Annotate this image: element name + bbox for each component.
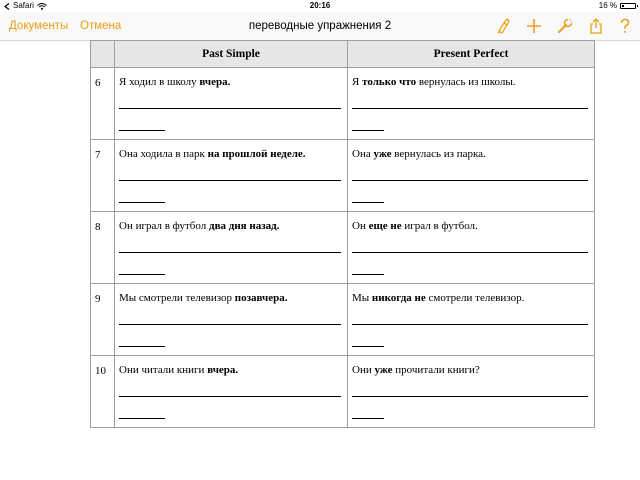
sentence-text: Он играл в футбол	[119, 220, 209, 232]
present-perfect-cell[interactable]	[348, 212, 595, 284]
answer-line-short[interactable]	[352, 130, 384, 131]
time-marker: вчера.	[207, 364, 239, 376]
answer-line-short[interactable]	[119, 202, 165, 203]
present-perfect-cell[interactable]	[348, 68, 595, 140]
past-simple-cell[interactable]	[115, 140, 348, 212]
sentence-text: Они читали книги	[119, 364, 208, 376]
time-marker: два дня назад.	[209, 220, 280, 232]
sentence	[119, 76, 230, 88]
sentence	[352, 292, 524, 304]
sentence	[352, 76, 516, 88]
header-number	[91, 41, 115, 68]
present-perfect-cell[interactable]	[348, 284, 595, 356]
documents-button[interactable]: Документы	[9, 20, 69, 32]
past-simple-cell[interactable]	[115, 284, 348, 356]
sentence-text: Он	[352, 220, 369, 232]
table-row	[91, 212, 595, 284]
share-icon[interactable]	[587, 17, 605, 35]
answer-line[interactable]	[352, 396, 588, 397]
sentence-text: Я ходил в школу	[119, 76, 200, 88]
time-marker: еще не	[368, 220, 402, 232]
answer-line-short[interactable]	[119, 130, 165, 131]
present-perfect-cell[interactable]	[348, 356, 595, 428]
sentence	[352, 364, 480, 376]
answer-line[interactable]	[352, 324, 588, 325]
table-row	[91, 284, 595, 356]
answer-line-short[interactable]	[119, 274, 165, 275]
navigation-bar	[0, 12, 640, 41]
time-marker: уже	[374, 364, 393, 376]
sentence-text-end: вернулась из парка.	[391, 148, 486, 160]
answer-line-short[interactable]	[119, 418, 165, 419]
answer-line-short[interactable]	[352, 202, 384, 203]
sentence	[119, 220, 279, 232]
answer-line-short[interactable]	[352, 346, 384, 347]
sentence-text-end: играл в футбол.	[401, 220, 478, 232]
sentence	[352, 148, 486, 160]
battery-icon	[620, 3, 636, 9]
row-number: 10	[91, 356, 115, 428]
answer-line[interactable]	[119, 108, 341, 109]
answer-line-short[interactable]	[352, 274, 384, 275]
sentence	[352, 220, 478, 232]
sentence-text: Я	[352, 76, 363, 88]
plus-icon[interactable]	[525, 17, 543, 35]
sentence-text-end: прочитали книги?	[392, 364, 480, 376]
answer-line[interactable]	[119, 324, 341, 325]
sentence-text: Она ходила в парк	[119, 148, 208, 160]
header-present-perfect: Present Perfect	[348, 41, 595, 68]
document-page[interactable]	[90, 40, 594, 428]
time-marker: уже	[373, 148, 392, 160]
answer-line-short[interactable]	[119, 346, 165, 347]
table-row	[91, 140, 595, 212]
sentence-text: Мы	[352, 292, 372, 304]
sentence-text: Они	[352, 364, 375, 376]
help-icon[interactable]	[616, 17, 634, 35]
time-marker: только что	[362, 76, 417, 88]
battery-fill	[622, 5, 624, 7]
sentence	[119, 292, 287, 304]
brush-icon[interactable]	[495, 17, 513, 35]
status-right	[599, 0, 636, 12]
answer-line[interactable]	[119, 180, 341, 181]
time-marker: на прошлой неделе.	[207, 148, 306, 160]
cancel-button[interactable]: Отмена	[80, 20, 122, 32]
present-perfect-cell[interactable]	[348, 140, 595, 212]
past-simple-cell[interactable]	[115, 212, 348, 284]
time-marker: никогда не	[371, 292, 426, 304]
row-number: 8	[91, 212, 115, 284]
past-simple-cell[interactable]	[115, 356, 348, 428]
battery-percent: 16 %	[598, 1, 617, 10]
sentence-text: Она	[352, 148, 374, 160]
sentence	[119, 364, 238, 376]
document-title: переводные упражнения 2	[248, 20, 392, 32]
answer-line[interactable]	[352, 180, 588, 181]
answer-line[interactable]	[352, 252, 588, 253]
answer-line[interactable]	[119, 396, 341, 397]
answer-line[interactable]	[119, 252, 341, 253]
table-row	[91, 68, 595, 140]
answer-line[interactable]	[352, 108, 588, 109]
carrier-label: Safari	[13, 1, 34, 10]
table-row	[91, 356, 595, 428]
answer-line-short[interactable]	[352, 418, 384, 419]
header-past-simple: Past Simple	[115, 41, 348, 68]
wrench-icon[interactable]	[556, 17, 574, 35]
row-number: 9	[91, 284, 115, 356]
row-number: 7	[91, 140, 115, 212]
status-time: 20:16	[309, 1, 331, 10]
time-marker: позавчера.	[234, 292, 288, 304]
status-bar	[0, 0, 640, 12]
sentence	[119, 148, 306, 160]
sentence-text-end: вернулась из школы.	[416, 76, 516, 88]
exercise-table	[90, 40, 595, 428]
past-simple-cell[interactable]	[115, 68, 348, 140]
time-marker: вчера.	[199, 76, 231, 88]
row-number: 6	[91, 68, 115, 140]
sentence-text-end: смотрели телевизор.	[425, 292, 525, 304]
table-header-row	[91, 41, 595, 68]
sentence-text: Мы смотрели телевизор	[119, 292, 235, 304]
